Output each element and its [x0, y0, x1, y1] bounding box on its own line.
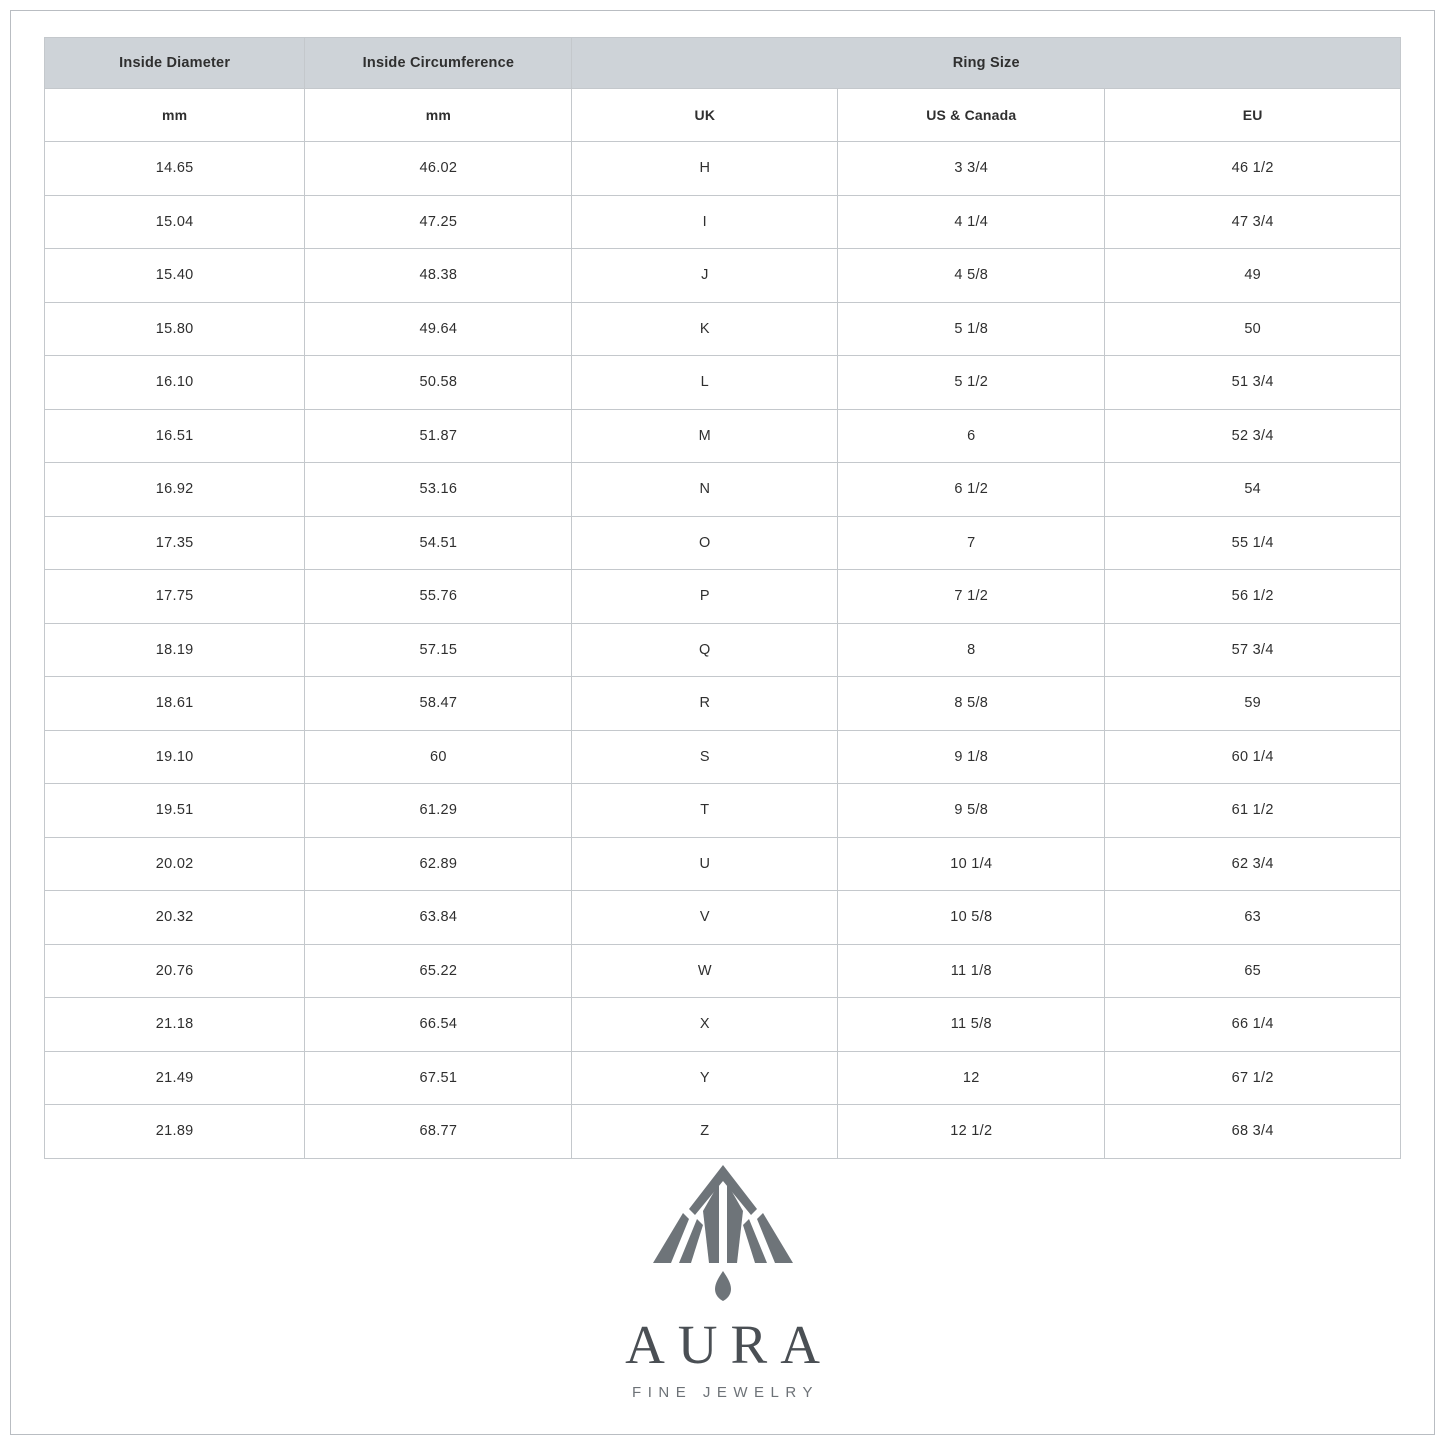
cell-uk: I	[572, 195, 838, 249]
cell-diameter-mm: 19.10	[45, 730, 305, 784]
cell-uk: H	[572, 142, 838, 196]
table-row	[45, 195, 1401, 249]
chart-frame	[10, 10, 1435, 1435]
table-row	[45, 249, 1401, 303]
unit-header-circumference-mm: mm	[305, 89, 572, 142]
header-inside-diameter: Inside Diameter	[45, 38, 305, 89]
cell-us-canada: 9 1/8	[838, 730, 1105, 784]
cell-uk: X	[572, 998, 838, 1052]
unit-header-row	[45, 89, 1401, 142]
cell-uk: N	[572, 463, 838, 517]
table-row	[45, 1051, 1401, 1105]
cell-circumference-mm: 65.22	[305, 944, 572, 998]
cell-diameter-mm: 17.35	[45, 516, 305, 570]
cell-diameter-mm: 18.19	[45, 623, 305, 677]
cell-uk: J	[572, 249, 838, 303]
cell-us-canada: 7	[838, 516, 1105, 570]
table-row	[45, 302, 1401, 356]
table-row	[45, 784, 1401, 838]
table-row	[45, 142, 1401, 196]
unit-header-eu: EU	[1105, 89, 1401, 142]
cell-eu: 50	[1105, 302, 1401, 356]
header-ring-size: Ring Size	[572, 38, 1401, 89]
cell-diameter-mm: 16.10	[45, 356, 305, 410]
cell-eu: 52 3/4	[1105, 409, 1401, 463]
cell-eu: 67 1/2	[1105, 1051, 1401, 1105]
cell-eu: 54	[1105, 463, 1401, 517]
table-row	[45, 998, 1401, 1052]
cell-eu: 49	[1105, 249, 1401, 303]
cell-diameter-mm: 18.61	[45, 677, 305, 731]
cell-eu: 66 1/4	[1105, 998, 1401, 1052]
cell-uk: T	[572, 784, 838, 838]
cell-diameter-mm: 15.80	[45, 302, 305, 356]
cell-circumference-mm: 62.89	[305, 837, 572, 891]
cell-circumference-mm: 57.15	[305, 623, 572, 677]
table-row	[45, 516, 1401, 570]
brand-tagline: FINE JEWELRY	[632, 1383, 819, 1401]
cell-us-canada: 7 1/2	[838, 570, 1105, 624]
table-body	[45, 142, 1401, 1159]
cell-diameter-mm: 20.32	[45, 891, 305, 945]
cell-us-canada: 12	[838, 1051, 1105, 1105]
cell-circumference-mm: 46.02	[305, 142, 572, 196]
table-row	[45, 837, 1401, 891]
cell-diameter-mm: 17.75	[45, 570, 305, 624]
cell-us-canada: 10 5/8	[838, 891, 1105, 945]
unit-header-uk: UK	[572, 89, 838, 142]
cell-eu: 60 1/4	[1105, 730, 1401, 784]
cell-circumference-mm: 68.77	[305, 1105, 572, 1159]
table-row	[45, 677, 1401, 731]
cell-circumference-mm: 48.38	[305, 249, 572, 303]
cell-diameter-mm: 21.89	[45, 1105, 305, 1159]
table-row	[45, 730, 1401, 784]
cell-circumference-mm: 53.16	[305, 463, 572, 517]
cell-circumference-mm: 47.25	[305, 195, 572, 249]
cell-diameter-mm: 15.04	[45, 195, 305, 249]
cell-diameter-mm: 21.18	[45, 998, 305, 1052]
cell-uk: S	[572, 730, 838, 784]
cell-uk: V	[572, 891, 838, 945]
fan-shell-icon	[633, 1159, 813, 1309]
cell-us-canada: 11 5/8	[838, 998, 1105, 1052]
cell-eu: 55 1/4	[1105, 516, 1401, 570]
table-row	[45, 570, 1401, 624]
cell-diameter-mm: 20.02	[45, 837, 305, 891]
unit-header-diameter-mm: mm	[45, 89, 305, 142]
cell-circumference-mm: 50.58	[305, 356, 572, 410]
table-row	[45, 944, 1401, 998]
table-row	[45, 356, 1401, 410]
cell-eu: 57 3/4	[1105, 623, 1401, 677]
cell-eu: 59	[1105, 677, 1401, 731]
cell-us-canada: 8	[838, 623, 1105, 677]
cell-us-canada: 10 1/4	[838, 837, 1105, 891]
cell-diameter-mm: 20.76	[45, 944, 305, 998]
cell-diameter-mm: 16.51	[45, 409, 305, 463]
cell-circumference-mm: 58.47	[305, 677, 572, 731]
table-header	[45, 38, 1401, 142]
cell-eu: 46 1/2	[1105, 142, 1401, 196]
table-row	[45, 623, 1401, 677]
cell-eu: 51 3/4	[1105, 356, 1401, 410]
cell-us-canada: 5 1/2	[838, 356, 1105, 410]
cell-uk: K	[572, 302, 838, 356]
cell-circumference-mm: 67.51	[305, 1051, 572, 1105]
cell-diameter-mm: 14.65	[45, 142, 305, 196]
cell-us-canada: 3 3/4	[838, 142, 1105, 196]
cell-uk: R	[572, 677, 838, 731]
cell-eu: 68 3/4	[1105, 1105, 1401, 1159]
cell-diameter-mm: 21.49	[45, 1051, 305, 1105]
ring-size-table	[44, 37, 1401, 1159]
cell-eu: 62 3/4	[1105, 837, 1401, 891]
cell-us-canada: 6 1/2	[838, 463, 1105, 517]
table-row	[45, 891, 1401, 945]
cell-uk: Q	[572, 623, 838, 677]
cell-circumference-mm: 54.51	[305, 516, 572, 570]
cell-us-canada: 4 1/4	[838, 195, 1105, 249]
cell-us-canada: 6	[838, 409, 1105, 463]
brand-name: AURA	[625, 1313, 833, 1375]
cell-diameter-mm: 16.92	[45, 463, 305, 517]
table-row	[45, 409, 1401, 463]
cell-uk: L	[572, 356, 838, 410]
cell-us-canada: 5 1/8	[838, 302, 1105, 356]
cell-diameter-mm: 15.40	[45, 249, 305, 303]
cell-eu: 63	[1105, 891, 1401, 945]
table-row	[45, 463, 1401, 517]
brand-logo-area	[44, 1159, 1401, 1431]
table-row	[45, 1105, 1401, 1159]
unit-header-us-canada: US & Canada	[838, 89, 1105, 142]
cell-us-canada: 12 1/2	[838, 1105, 1105, 1159]
cell-circumference-mm: 51.87	[305, 409, 572, 463]
cell-uk: P	[572, 570, 838, 624]
cell-us-canada: 9 5/8	[838, 784, 1105, 838]
cell-uk: Y	[572, 1051, 838, 1105]
cell-uk: W	[572, 944, 838, 998]
cell-circumference-mm: 66.54	[305, 998, 572, 1052]
cell-eu: 56 1/2	[1105, 570, 1401, 624]
cell-uk: M	[572, 409, 838, 463]
cell-uk: U	[572, 837, 838, 891]
cell-us-canada: 4 5/8	[838, 249, 1105, 303]
header-inside-circumference: Inside Circumference	[305, 38, 572, 89]
cell-eu: 61 1/2	[1105, 784, 1401, 838]
cell-uk: Z	[572, 1105, 838, 1159]
cell-circumference-mm: 63.84	[305, 891, 572, 945]
cell-us-canada: 8 5/8	[838, 677, 1105, 731]
cell-circumference-mm: 61.29	[305, 784, 572, 838]
cell-circumference-mm: 49.64	[305, 302, 572, 356]
group-header-row	[45, 38, 1401, 89]
cell-diameter-mm: 19.51	[45, 784, 305, 838]
cell-eu: 47 3/4	[1105, 195, 1401, 249]
cell-circumference-mm: 60	[305, 730, 572, 784]
cell-circumference-mm: 55.76	[305, 570, 572, 624]
cell-eu: 65	[1105, 944, 1401, 998]
cell-uk: O	[572, 516, 838, 570]
cell-us-canada: 11 1/8	[838, 944, 1105, 998]
